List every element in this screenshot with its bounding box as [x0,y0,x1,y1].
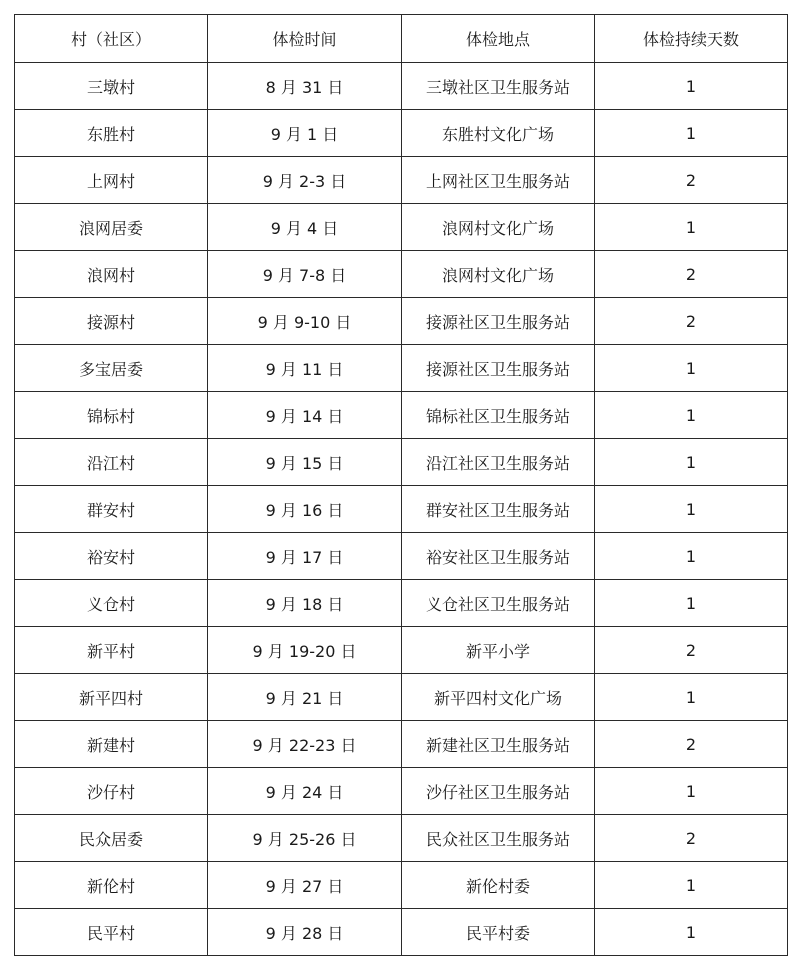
cell-village: 沙仔村 [15,768,208,815]
cell-village: 浪网居委 [15,204,208,251]
cell-checkup-location: 新平四村文化广场 [402,674,595,721]
cell-checkup-time: 9 月 25-26 日 [208,815,402,862]
cell-duration-days: 1 [595,909,788,956]
cell-checkup-location: 民平村委 [402,909,595,956]
table-row [15,768,788,815]
table-row [15,533,788,580]
header-checkup-time: 体检时间 [208,15,402,63]
cell-village: 裕安村 [15,533,208,580]
cell-checkup-time: 8 月 31 日 [208,63,402,110]
cell-checkup-time: 9 月 9-10 日 [208,298,402,345]
cell-village: 新平四村 [15,674,208,721]
table-row [15,251,788,298]
cell-village: 群安村 [15,486,208,533]
checkup-schedule-table [14,14,788,956]
cell-checkup-time: 9 月 7-8 日 [208,251,402,298]
cell-checkup-time: 9 月 1 日 [208,110,402,157]
cell-village: 民众居委 [15,815,208,862]
table-row [15,204,788,251]
cell-checkup-location: 三墩社区卫生服务站 [402,63,595,110]
cell-duration-days: 2 [595,298,788,345]
cell-village: 新平村 [15,627,208,674]
cell-checkup-time: 9 月 24 日 [208,768,402,815]
cell-checkup-location: 接源社区卫生服务站 [402,345,595,392]
table-row [15,721,788,768]
cell-checkup-location: 群安社区卫生服务站 [402,486,595,533]
cell-checkup-time: 9 月 2-3 日 [208,157,402,204]
cell-checkup-location: 接源社区卫生服务站 [402,298,595,345]
table-row [15,486,788,533]
table-row [15,674,788,721]
cell-village: 接源村 [15,298,208,345]
cell-checkup-location: 裕安社区卫生服务站 [402,533,595,580]
table-row [15,580,788,627]
cell-checkup-time: 9 月 16 日 [208,486,402,533]
cell-checkup-location: 沿江社区卫生服务站 [402,439,595,486]
table-row [15,63,788,110]
cell-checkup-location: 锦标社区卫生服务站 [402,392,595,439]
cell-checkup-location: 上网社区卫生服务站 [402,157,595,204]
cell-checkup-time: 9 月 15 日 [208,439,402,486]
cell-village: 上网村 [15,157,208,204]
cell-duration-days: 1 [595,533,788,580]
cell-checkup-location: 沙仔社区卫生服务站 [402,768,595,815]
cell-duration-days: 1 [595,392,788,439]
table-row [15,110,788,157]
cell-village: 新伦村 [15,862,208,909]
table-row [15,392,788,439]
cell-checkup-location: 浪网村文化广场 [402,251,595,298]
cell-checkup-location: 新平小学 [402,627,595,674]
cell-checkup-location: 新伦村委 [402,862,595,909]
cell-checkup-time: 9 月 21 日 [208,674,402,721]
table-header [15,15,788,63]
cell-duration-days: 1 [595,862,788,909]
cell-duration-days: 1 [595,439,788,486]
header-checkup-location: 体检地点 [402,15,595,63]
cell-duration-days: 1 [595,580,788,627]
cell-checkup-time: 9 月 17 日 [208,533,402,580]
cell-duration-days: 2 [595,721,788,768]
header-village: 村（社区） [15,15,208,63]
cell-checkup-time: 9 月 11 日 [208,345,402,392]
cell-duration-days: 1 [595,204,788,251]
table-row [15,157,788,204]
cell-duration-days: 2 [595,251,788,298]
cell-duration-days: 2 [595,157,788,204]
table-row [15,298,788,345]
cell-checkup-time: 9 月 14 日 [208,392,402,439]
cell-village: 浪网村 [15,251,208,298]
header-duration-days: 体检持续天数 [595,15,788,63]
cell-duration-days: 2 [595,815,788,862]
cell-checkup-time: 9 月 19-20 日 [208,627,402,674]
cell-village: 东胜村 [15,110,208,157]
cell-duration-days: 1 [595,63,788,110]
cell-village: 多宝居委 [15,345,208,392]
cell-checkup-location: 浪网村文化广场 [402,204,595,251]
table-row [15,909,788,956]
cell-checkup-location: 民众社区卫生服务站 [402,815,595,862]
table-row [15,345,788,392]
cell-duration-days: 1 [595,110,788,157]
table-body [15,63,788,956]
cell-checkup-time: 9 月 27 日 [208,862,402,909]
cell-checkup-time: 9 月 18 日 [208,580,402,627]
cell-checkup-location: 义仓社区卫生服务站 [402,580,595,627]
cell-duration-days: 2 [595,627,788,674]
cell-village: 义仓村 [15,580,208,627]
cell-duration-days: 1 [595,768,788,815]
cell-duration-days: 1 [595,486,788,533]
cell-checkup-time: 9 月 22-23 日 [208,721,402,768]
cell-duration-days: 1 [595,674,788,721]
header-row [15,15,788,63]
cell-duration-days: 1 [595,345,788,392]
cell-village: 民平村 [15,909,208,956]
cell-village: 新建村 [15,721,208,768]
cell-village: 锦标村 [15,392,208,439]
cell-village: 三墩村 [15,63,208,110]
cell-checkup-location: 新建社区卫生服务站 [402,721,595,768]
table-row [15,815,788,862]
cell-village: 沿江村 [15,439,208,486]
table-row [15,627,788,674]
schedule-sheet [14,14,787,956]
table-row [15,862,788,909]
cell-checkup-time: 9 月 28 日 [208,909,402,956]
table-row [15,439,788,486]
cell-checkup-location: 东胜村文化广场 [402,110,595,157]
cell-checkup-time: 9 月 4 日 [208,204,402,251]
